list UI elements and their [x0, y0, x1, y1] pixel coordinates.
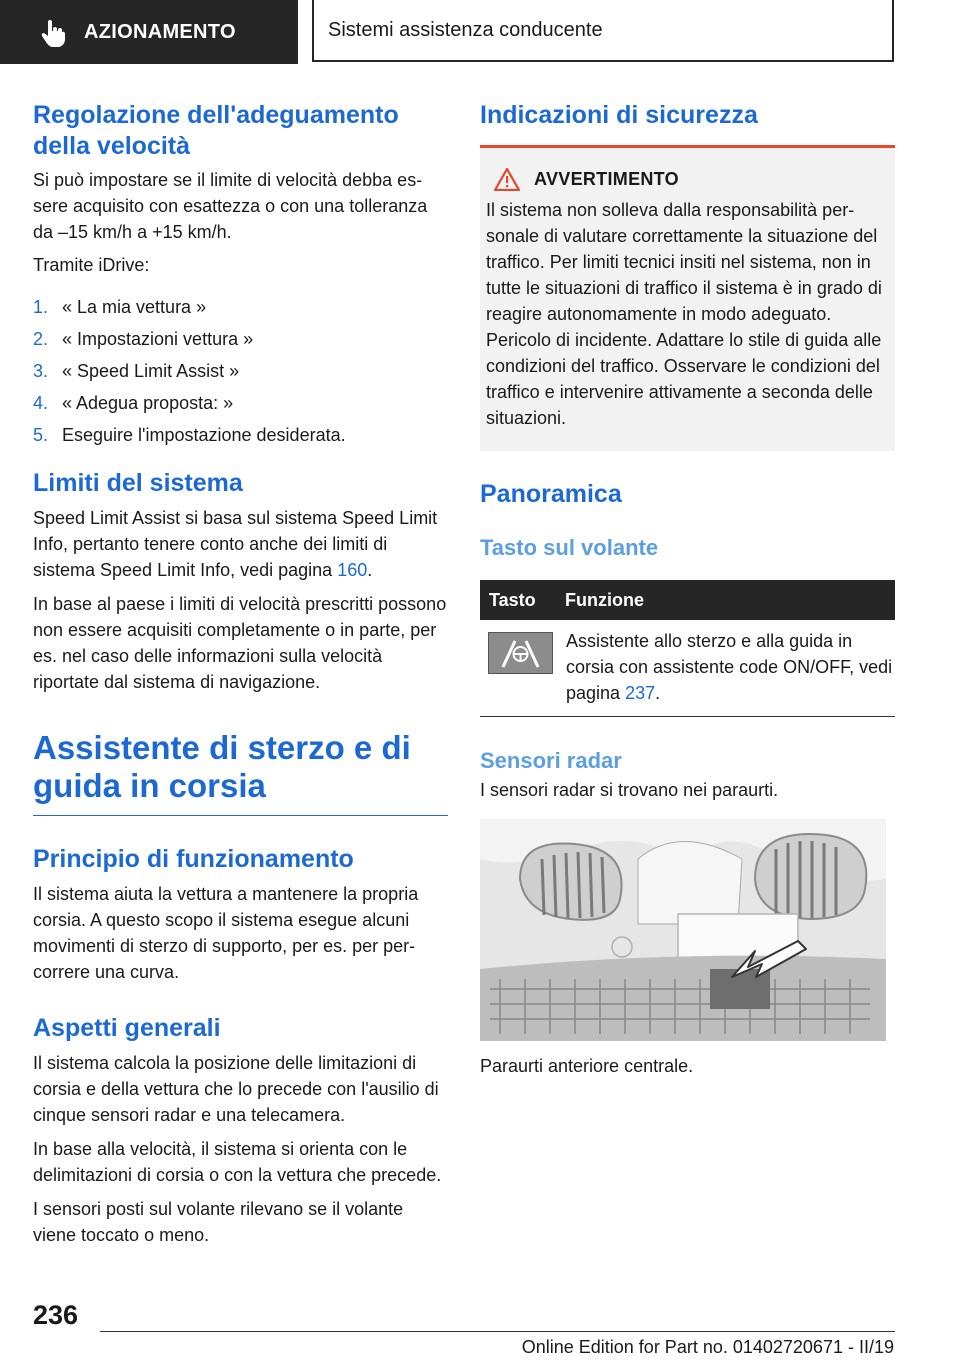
list-item: 4. « Adegua proposta: »	[33, 393, 234, 413]
footer-rule	[100, 1331, 895, 1332]
col-header-funzione: Funzione	[565, 580, 895, 620]
heading-sensori: Sensori radar	[480, 748, 622, 773]
warning-box	[480, 148, 895, 451]
para-aspetti-3: I sensori posti sul volante rilevano se il volante viene toccato o meno.	[33, 1199, 404, 1245]
para-paese: In base al paese i limiti di velocità prescritti possono non essere acquisiti completamente o in parte, per es. nel caso delle informazioni sulla velocità riportate dal sistema di navigazione.	[33, 594, 447, 692]
edition-text: Online Edition for Part no. 01402720671 - II/19	[521, 1337, 894, 1357]
list-item: 5. Eseguire l'impostazione desiderata.	[33, 425, 346, 445]
para-aspetti-1: Il sistema calcola la posizione delle limitazioni di corsia e della vettura che lo precede con l'ausilio di cinque sensori radar e una telecamera.	[33, 1053, 439, 1125]
lane-assist-button-icon	[488, 632, 553, 674]
heading-regolazione: Regolazione dell'adeguamento della velocità	[33, 101, 399, 160]
para-tramite: Tramite iDrive:	[33, 255, 150, 275]
list-item: 1. « La mia vettura »	[33, 297, 207, 317]
heading-principio: Principio di funzionamento	[33, 845, 354, 873]
chapter-header	[312, 0, 894, 62]
row-function: Assistente allo sterzo e alla guida in corsia con assistente code ON/OFF, vedi pagina 237.	[566, 631, 893, 703]
heading-aspetti: Aspetti generali	[33, 1014, 221, 1042]
photo-caption: Paraurti anteriore centrale.	[480, 1056, 694, 1076]
para-aspetti-2: In base alla velocità, il sistema si orienta con le delimitazioni di corsia o con la vettura che precede.	[33, 1139, 442, 1185]
heading-tasto: Tasto sul volante	[480, 535, 659, 560]
page-number: 236	[33, 1300, 79, 1330]
page-link-237[interactable]: 237	[625, 683, 656, 703]
para-principio: Il sistema aiuta la vettura a mantenere la propria corsia. A questo scopo il sistema esegue alcuni movimenti di sterzo di supporto, per es. per percorrere una curva.	[33, 884, 419, 982]
section-title: AZIONAMENTO	[84, 20, 236, 43]
para-sensori: I sensori radar si trovano nei paraurti.	[480, 780, 779, 800]
col-header-tasto: Tasto	[480, 580, 565, 620]
right-column	[480, 100, 895, 1079]
hand-icon	[38, 17, 68, 47]
warning-text: Il sistema non solleva dalla responsabilità personale di valutare correttamente la situazione del traffico. Per limiti tecnici insiti nel sistema, non in tutte le situazioni di traffico il sistema è in grado di reagire autonomamente in modo adeguato. Pericolo di incidente. Adattare lo stile di guida alle condizioni del traffico. Osservare le condizioni del traffico e intervenire attivamente a seconda delle situazioni.	[486, 200, 882, 428]
bumper-photo	[480, 819, 886, 1041]
heading-sicurezza: Indicazioni di sicurezza	[480, 101, 758, 129]
left-column	[33, 100, 448, 1248]
chapter-title: Sistemi assistenza conducente	[328, 18, 603, 41]
heading-limiti: Limiti del sistema	[33, 469, 243, 497]
table-row	[480, 620, 895, 717]
list-item: 2. « Impostazioni vettura »	[33, 329, 254, 349]
section-tab	[0, 0, 298, 64]
warning-label: AVVERTIMENTO	[534, 169, 679, 189]
para-regolazione: Si può impostare se il limite di velocità debba essere acquisito con esattezza o con una tolleranza da –15 km/h a +15 km/h.	[33, 170, 428, 242]
list-item: 3. « Speed Limit Assist »	[33, 361, 240, 381]
para-limiti: Speed Limit Assist si basa sul sistema Speed Limit Info, pertanto tenere conto anche dei limiti di sistema Speed Limit Info, vedi pagina 160.	[33, 508, 438, 580]
heading-panoramica: Panoramica	[480, 480, 622, 508]
warning-triangle-icon	[494, 168, 520, 191]
steps-list	[33, 294, 448, 448]
heading-assistente: Assistente di sterzo e di guida in corsia	[33, 729, 448, 816]
page-link-160[interactable]: 160	[337, 560, 368, 580]
key-table	[480, 580, 895, 717]
